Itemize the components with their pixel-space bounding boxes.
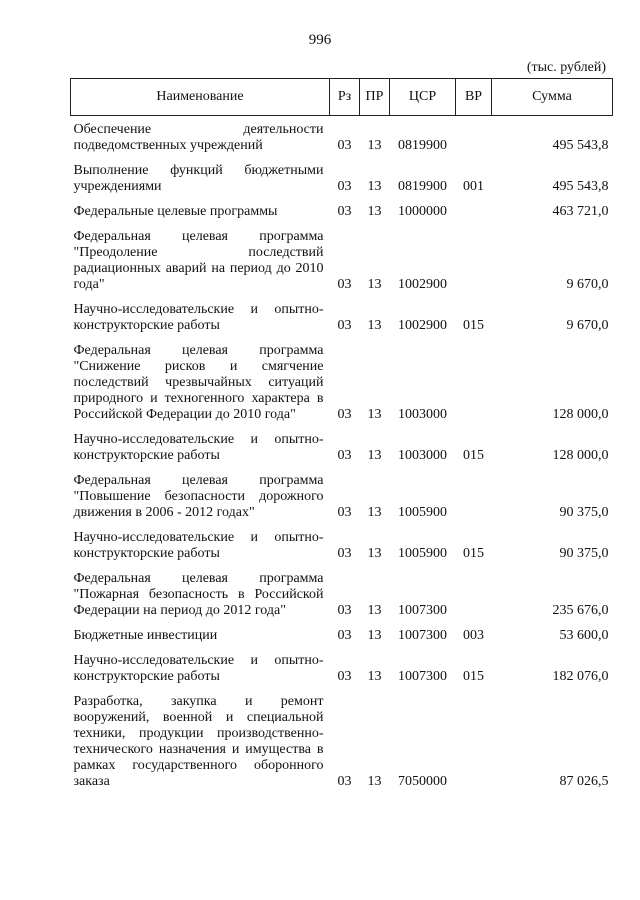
- cell-csr: 1007300: [398, 603, 447, 618]
- cell-rz: 03: [337, 448, 352, 463]
- cell-csr: 1003000: [398, 448, 447, 463]
- cell-csr: 1005900: [398, 546, 447, 561]
- cell-csr: 1000000: [398, 204, 447, 219]
- cell-sum: 182 076,0: [552, 669, 609, 684]
- cell-vr: 015: [463, 669, 484, 684]
- cell-vr: [456, 198, 492, 223]
- table-row: [71, 223, 613, 296]
- table-row: [71, 296, 613, 337]
- cell-vr: 015: [463, 546, 484, 561]
- cell-sum: 87 026,5: [559, 774, 609, 789]
- header-rz: Рз: [330, 79, 360, 116]
- cell-pr: 13: [367, 138, 382, 153]
- header-csr: ЦСР: [390, 79, 456, 116]
- table-row: [71, 647, 613, 688]
- cell-sum: 495 543,8: [552, 138, 609, 153]
- cell-rz: 03: [337, 603, 352, 618]
- cell-name: Разработка, закупка и ремонт вооружений, военной и специальной техники, продукции производственно-технического назначения и имущества в рамках государственного оборонного заказа: [73, 694, 324, 789]
- table-row: [71, 426, 613, 467]
- cell-rz: 03: [337, 407, 352, 422]
- cell-rz: 03: [337, 628, 352, 643]
- cell-pr: 13: [367, 546, 382, 561]
- cell-name: Федеральная целевая программа "Пожарная безопасность в Российской Федерации на период до 2012 года": [73, 571, 324, 618]
- units-label: (тыс. рублей): [526, 60, 606, 75]
- cell-rz: 03: [337, 546, 352, 561]
- cell-csr: 1002900: [398, 277, 447, 292]
- cell-csr: 1003000: [398, 407, 447, 422]
- cell-pr: 13: [367, 318, 382, 333]
- cell-pr: 13: [367, 204, 382, 219]
- header-sum: Сумма: [492, 79, 613, 116]
- cell-vr: 015: [463, 318, 484, 333]
- cell-sum: 53 600,0: [559, 628, 609, 643]
- cell-pr: 13: [367, 603, 382, 618]
- table-row: [71, 157, 613, 198]
- table-row: [71, 688, 613, 793]
- cell-rz: 03: [337, 179, 352, 194]
- cell-rz: 03: [337, 774, 352, 789]
- cell-pr: 13: [367, 277, 382, 292]
- cell-pr: 13: [367, 448, 382, 463]
- cell-sum: 235 676,0: [552, 603, 609, 618]
- cell-sum: 495 543,8: [552, 179, 609, 194]
- cell-name: Федеральная целевая программа "Преодоление последствий радиационных аварий на период до 2010 года": [73, 229, 324, 292]
- cell-vr: [456, 565, 492, 622]
- table-header-row: [71, 79, 613, 116]
- cell-name: Научно-исследовательские и опытно-конструкторские работы: [73, 302, 324, 333]
- table-row: [71, 565, 613, 622]
- cell-name: Федеральная целевая программа "Снижение рисков и смягчение последствий чрезвычайных ситуаций природного и техногенного характера в Российской Федерации до 2010 года": [73, 343, 324, 422]
- cell-rz: 03: [337, 277, 352, 292]
- cell-sum: 128 000,0: [552, 407, 609, 422]
- cell-csr: 1002900: [398, 318, 447, 333]
- table-row: [71, 467, 613, 524]
- cell-csr: 1007300: [398, 628, 447, 643]
- cell-rz: 03: [337, 204, 352, 219]
- cell-name: Научно-исследовательские и опытно-конструкторские работы: [73, 530, 324, 561]
- cell-sum: 9 670,0: [566, 277, 609, 292]
- table-row: [71, 524, 613, 565]
- cell-csr: 7050000: [398, 774, 447, 789]
- table-row: [71, 337, 613, 426]
- cell-csr: 0819900: [398, 179, 447, 194]
- header-pr: ПР: [360, 79, 390, 116]
- budget-table: [70, 78, 613, 793]
- cell-pr: 13: [367, 628, 382, 643]
- cell-sum: 463 721,0: [552, 204, 609, 219]
- cell-sum: 90 375,0: [559, 546, 609, 561]
- cell-sum: 90 375,0: [559, 505, 609, 520]
- cell-pr: 13: [367, 179, 382, 194]
- cell-vr: 001: [463, 179, 484, 194]
- cell-vr: [456, 467, 492, 524]
- cell-pr: 13: [367, 505, 382, 520]
- cell-csr: 1005900: [398, 505, 447, 520]
- cell-name: Научно-исследовательские и опытно-конструкторские работы: [73, 653, 324, 684]
- cell-pr: 13: [367, 669, 382, 684]
- cell-sum: 128 000,0: [552, 448, 609, 463]
- cell-vr: 015: [463, 448, 484, 463]
- cell-vr: [456, 688, 492, 793]
- cell-rz: 03: [337, 669, 352, 684]
- table-row: [71, 622, 613, 647]
- cell-name: Обеспечение деятельности подведомственных учреждений: [73, 122, 324, 153]
- cell-name: Выполнение функций бюджетными учреждениями: [73, 163, 324, 194]
- cell-csr: 1007300: [398, 669, 447, 684]
- cell-vr: [456, 116, 492, 158]
- cell-name: Научно-исследовательские и опытно-конструкторские работы: [73, 432, 324, 463]
- cell-csr: 0819900: [398, 138, 447, 153]
- cell-vr: [456, 223, 492, 296]
- cell-rz: 03: [337, 505, 352, 520]
- header-name: Наименование: [71, 79, 330, 116]
- cell-name: Федеральные целевые программы: [73, 204, 278, 219]
- table-row: [71, 198, 613, 223]
- cell-sum: 9 670,0: [566, 318, 609, 333]
- cell-name: Федеральная целевая программа "Повышение безопасности дорожного движения в 2006 - 2012 годах": [73, 473, 324, 520]
- cell-pr: 13: [367, 774, 382, 789]
- cell-rz: 03: [337, 318, 352, 333]
- header-vr: ВР: [456, 79, 492, 116]
- cell-pr: 13: [367, 407, 382, 422]
- cell-name: Бюджетные инвестиции: [73, 628, 218, 643]
- cell-vr: 003: [463, 628, 484, 643]
- page-number: 996: [308, 32, 332, 48]
- table-row: [71, 116, 613, 158]
- cell-vr: [456, 337, 492, 426]
- cell-rz: 03: [337, 138, 352, 153]
